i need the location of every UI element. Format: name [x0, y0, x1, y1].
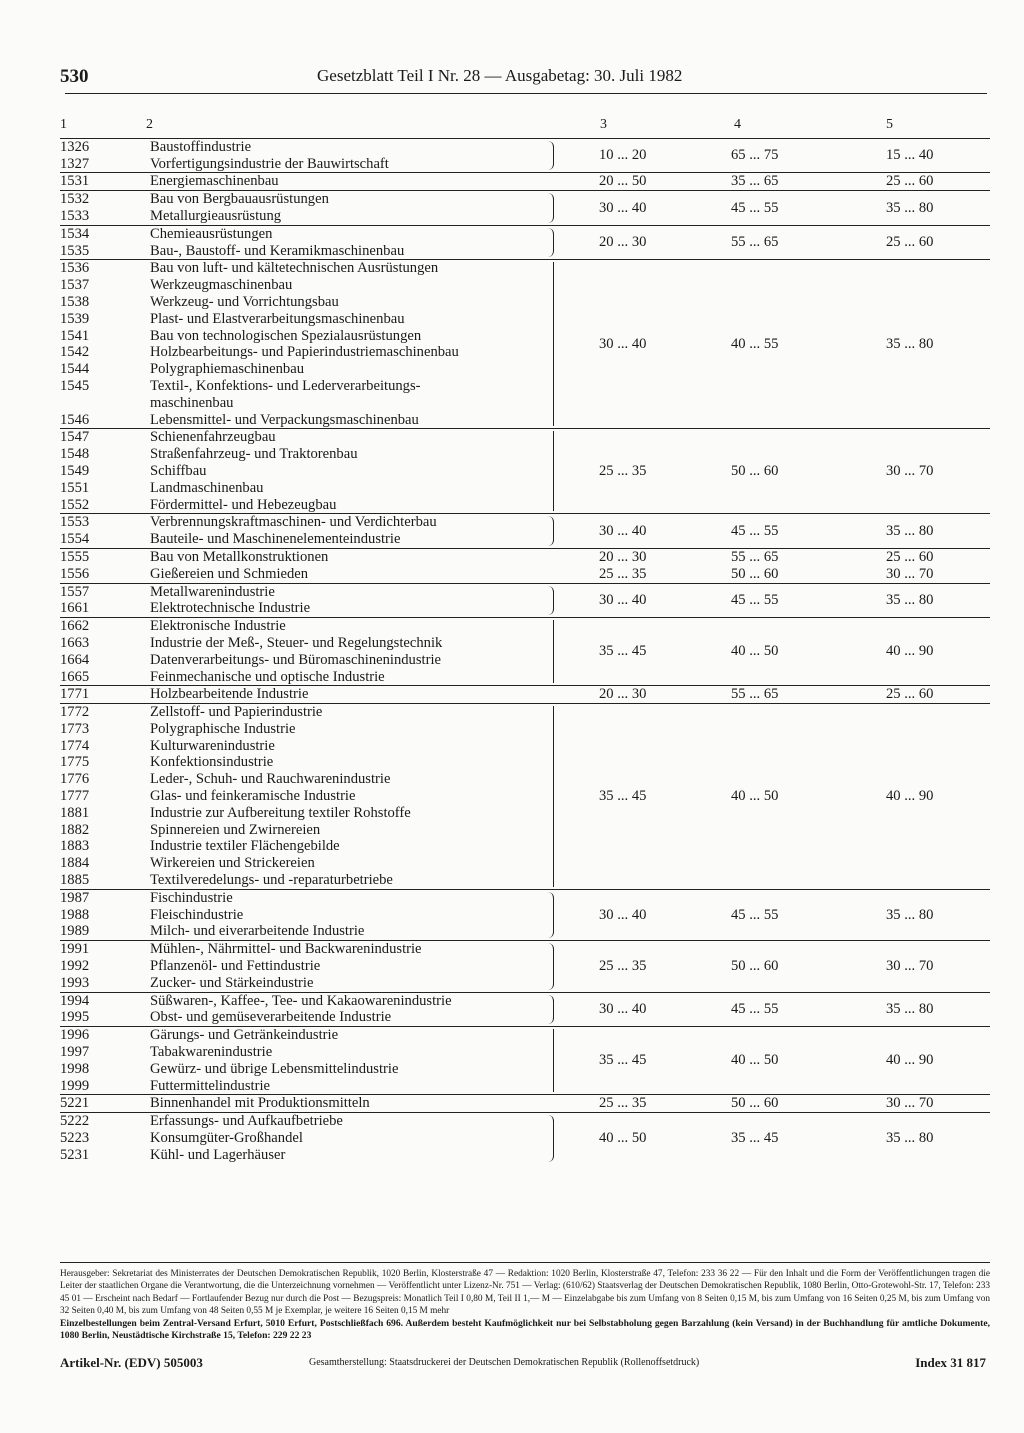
industry-code: 5223	[60, 1130, 90, 1147]
industry-name: Werkzeugmaschinenbau	[150, 277, 293, 294]
table-row	[60, 548, 990, 565]
industry-name: Fischindustrie	[150, 889, 233, 906]
industry-code: 1538	[60, 293, 90, 310]
industry-name: Konfektionsindustrie	[150, 754, 274, 771]
rate-value-v5: 15 ... 40	[833, 138, 990, 173]
rate-value-v5: 25 ... 60	[886, 548, 934, 565]
table-row	[60, 173, 990, 191]
industry-name: Süßwaren-, Kaffee-, Tee- und Kakaowarenindustrie	[150, 992, 452, 1009]
industry-name: Polygraphische Industrie	[150, 720, 296, 737]
table-group	[60, 514, 990, 549]
industry-code: 1326	[60, 138, 90, 155]
industry-name: Industrie textiler Flächengebilde	[150, 838, 340, 855]
rates-table	[60, 117, 990, 1164]
rate-value-v4: 40 ... 50	[693, 704, 833, 890]
industry-code: 1537	[60, 277, 90, 294]
column-header: 3	[560, 117, 693, 138]
table-row	[60, 260, 990, 429]
table-group	[60, 1113, 990, 1164]
rate-value-v5: 40 ... 90	[833, 618, 990, 686]
code-cell	[60, 566, 146, 583]
industry-name: Zucker- und Stärkeindustrie	[150, 974, 314, 991]
industry-code: 1327	[60, 155, 90, 172]
page-header	[60, 66, 980, 90]
industry-name: Gießereien und Schmieden	[150, 565, 309, 582]
table-group	[60, 704, 990, 890]
industry-name: Tabakwarenindustrie	[150, 1044, 273, 1061]
group-brace	[547, 193, 554, 223]
rate-value-v5: 25 ... 60	[833, 173, 990, 191]
page-title: Gesetzblatt Teil I Nr. 28 — Ausgabetag: 30. Juli 1982	[317, 66, 683, 85]
rate-value-v3: 25 ... 35	[560, 566, 693, 583]
rate-value-v3: 30 ... 40	[560, 889, 693, 940]
rate-value-v3: 30 ... 40	[560, 514, 693, 549]
table-group	[60, 191, 990, 226]
industry-name: Schiffbau	[150, 462, 207, 479]
industry-code: 1662	[60, 618, 90, 635]
industry-code: 1542	[60, 344, 90, 361]
industry-code: 1884	[60, 855, 90, 872]
rate-value-v4: 35 ... 45	[731, 1130, 779, 1147]
name-cell	[146, 566, 560, 583]
industry-code: 1555	[60, 548, 90, 565]
industry-code: 1534	[60, 225, 90, 242]
rate-value-v5: 35 ... 80	[833, 260, 990, 429]
industry-code: 1987	[60, 889, 90, 906]
industry-code: 1664	[60, 651, 90, 668]
code-cell	[60, 191, 146, 226]
rate-value-v3: 25 ... 35	[560, 941, 693, 992]
table-row	[60, 583, 990, 618]
industry-name: Metallwarenindustrie	[150, 583, 275, 600]
industry-name: Konsumgüter-Großhandel	[150, 1130, 303, 1147]
industry-name: Bau von technologischen Spezialausrüstungen	[150, 327, 422, 344]
name-cell	[146, 138, 560, 173]
rate-value-v4: 45 ... 55	[693, 889, 833, 940]
industry-name: Verbrennungskraftmaschinen- und Verdichterbau	[150, 514, 437, 531]
table-group	[60, 173, 990, 191]
table-group	[60, 548, 990, 565]
rate-value-v5: 35 ... 80	[833, 992, 990, 1027]
industry-name: Kühl- und Lagerhäuser	[150, 1146, 286, 1163]
rate-value-v4: 55 ... 65	[693, 686, 833, 704]
group-brace	[547, 995, 554, 1025]
industry-code: 1546	[60, 411, 90, 428]
group-brace	[547, 706, 554, 887]
name-cell	[146, 618, 560, 686]
industry-code: 1882	[60, 821, 90, 838]
code-cell	[60, 618, 146, 686]
rate-value-v5: 25 ... 60	[833, 686, 990, 704]
table-row	[60, 618, 990, 686]
rate-value-v5: 30 ... 70	[833, 1095, 990, 1113]
table-row	[60, 429, 990, 514]
industry-name: Elektrotechnische Industrie	[150, 600, 311, 617]
rate-value-v3: 25 ... 35	[560, 1095, 693, 1113]
industry-code: 1548	[60, 446, 90, 463]
industry-code: 1539	[60, 310, 90, 327]
table-row	[60, 1113, 990, 1164]
page-number: 530	[60, 66, 89, 87]
industry-code: 1995	[60, 1009, 90, 1026]
industry-code: 1989	[60, 923, 90, 940]
rate-value-v5: 30 ... 70	[833, 566, 990, 583]
code-cell	[60, 1095, 146, 1113]
rate-value-v4: 40 ... 50	[693, 618, 833, 686]
industry-code: 1556	[60, 565, 90, 582]
industry-name: Textil-, Konfektions- und Lederverarbeitungs-	[150, 377, 421, 394]
industry-code: 1553	[60, 514, 90, 531]
group-brace	[547, 620, 554, 683]
name-cell	[146, 429, 560, 514]
code-cell	[60, 889, 146, 940]
group-brace	[547, 1029, 554, 1092]
rate-value-v4: 55 ... 65	[693, 225, 833, 260]
header-rule	[65, 93, 987, 94]
industry-code: 1996	[60, 1027, 90, 1044]
rate-value-v5: 30 ... 70	[833, 429, 990, 514]
industry-name: Bauteile- und Maschinenelementeindustrie	[150, 531, 401, 548]
table-row	[60, 941, 990, 992]
table-group	[60, 618, 990, 686]
table-row	[60, 992, 990, 1027]
industry-name: Schienenfahrzeugbau	[150, 429, 276, 446]
industry-code: 5221	[60, 1095, 90, 1112]
industry-code: 1994	[60, 992, 90, 1009]
industry-name: Milch- und eiverarbeitende Industrie	[150, 923, 365, 940]
industry-code: 1544	[60, 361, 90, 378]
group-brace	[547, 516, 554, 546]
column-header: 2	[146, 117, 560, 138]
industry-code: 1536	[60, 260, 90, 277]
name-cell	[146, 992, 560, 1027]
code-cell	[60, 583, 146, 618]
industry-code: 1551	[60, 479, 90, 496]
name-cell	[146, 1113, 560, 1164]
industry-code: 1777	[60, 788, 90, 805]
industry-name: Zellstoff- und Papierindustrie	[150, 704, 323, 721]
industry-name: Industrie der Meß-, Steuer- und Regelungstechnik	[150, 634, 443, 651]
rate-value-v5: 35 ... 80	[886, 1130, 934, 1147]
industry-name: Glas- und feinkeramische Industrie	[150, 788, 356, 805]
industry-name: Datenverarbeitungs- und Büromaschinenindustrie	[150, 651, 441, 668]
industry-name: Futtermittelindustrie	[150, 1077, 270, 1094]
industry-code: 1532	[60, 191, 90, 208]
table-row	[60, 1027, 990, 1095]
code-cell	[60, 686, 146, 704]
industry-name: Elektronische Industrie	[150, 618, 286, 635]
name-cell	[146, 583, 560, 618]
industry-name: Holzbearbeitende Industrie	[150, 686, 309, 703]
table-row	[60, 566, 990, 583]
industry-code: 1988	[60, 906, 90, 923]
rate-value-v5: 40 ... 90	[833, 704, 990, 890]
rate-value-v5: 30 ... 70	[833, 941, 990, 992]
name-cell	[146, 191, 560, 226]
table-row	[60, 138, 990, 173]
column-header: 1	[60, 117, 146, 138]
industry-name: Leder-, Schuh- und Rauchwarenindustrie	[150, 771, 391, 788]
article-number: Artikel-Nr. (EDV) 505003	[60, 1355, 203, 1370]
industry-name: Landmaschinenbau	[150, 479, 264, 496]
code-cell	[60, 548, 146, 565]
industry-name: Metallurgieausrüstung	[150, 207, 282, 224]
industry-name: Polygraphiemaschinenbau	[150, 361, 305, 378]
rate-value-v3: 35 ... 45	[560, 1027, 693, 1095]
code-cell	[60, 704, 146, 890]
printer-note: Gesamtherstellung: Staatsdruckerei der Deutschen Demokratischen Republik (Rollenoffsetdruck)	[309, 1357, 700, 1368]
table-row	[60, 686, 990, 704]
industry-name: Binnenhandel mit Produktionsmitteln	[150, 1095, 370, 1112]
rate-value-v4: 50 ... 60	[693, 941, 833, 992]
industry-name: Spinnereien und Zwirnereien	[150, 821, 321, 838]
bottom-row	[60, 1355, 990, 1371]
table-group	[60, 686, 990, 704]
industry-code: 1992	[60, 958, 90, 975]
table-row	[60, 514, 990, 549]
rate-value-v3: 20 ... 30	[599, 548, 647, 565]
imprint	[60, 1268, 990, 1342]
industry-code: 1541	[60, 327, 90, 344]
industry-name: Baustoffindustrie	[150, 138, 252, 155]
rate-value-v5: 35 ... 80	[833, 889, 990, 940]
rate-value-v3: 20 ... 30	[560, 686, 693, 704]
rate-value-v3: 40 ... 50	[599, 1130, 647, 1147]
industry-name: Bau-, Baustoff- und Keramikmaschinenbau	[150, 242, 405, 259]
table-row	[60, 225, 990, 260]
rate-value-v5: 35 ... 80	[833, 191, 990, 226]
rate-value-v3: 30 ... 40	[560, 191, 693, 226]
industry-name: Industrie zur Aufbereitung textiler Rohstoffe	[150, 804, 411, 821]
code-cell	[60, 138, 146, 173]
name-cell	[146, 514, 560, 549]
industry-name: Mühlen-, Nährmittel- und Backwarenindustrie	[150, 941, 422, 958]
industry-name: Obst- und gemüseverarbeitende Industrie	[150, 1009, 392, 1026]
rate-value-v3: 20 ... 50	[560, 173, 693, 191]
industry-name: Bau von Bergbauausrüstungen	[150, 191, 329, 208]
table-group	[60, 941, 990, 992]
industry-code: 5231	[60, 1146, 90, 1163]
rate-value-v4: 40 ... 55	[693, 260, 833, 429]
rate-value-v5: 40 ... 90	[833, 1027, 990, 1095]
rate-value-v4: 45 ... 55	[693, 992, 833, 1027]
code-cell	[60, 260, 146, 429]
rate-value-v5: 35 ... 80	[833, 514, 990, 549]
group-brace	[547, 228, 554, 258]
industry-code: 1535	[60, 242, 90, 259]
rate-value-v4: 50 ... 60	[693, 429, 833, 514]
group-brace	[547, 943, 554, 989]
rate-value-v4: 45 ... 55	[693, 191, 833, 226]
industry-code: 5222	[60, 1113, 90, 1130]
table-group	[60, 583, 990, 618]
industry-name: Bau von Metallkonstruktionen	[150, 548, 329, 565]
industry-name: Energiemaschinenbau	[150, 173, 279, 190]
group-brace	[547, 262, 554, 426]
name-cell	[146, 173, 560, 191]
industry-code: 1991	[60, 941, 90, 958]
industry-code: 1533	[60, 207, 90, 224]
rate-value-v3: 10 ... 20	[560, 138, 693, 173]
rate-value-v3: 25 ... 35	[560, 429, 693, 514]
rate-value-v4: 35 ... 65	[693, 173, 833, 191]
industry-code: 1531	[60, 173, 90, 190]
industry-code: 1774	[60, 737, 90, 754]
industry-name: Textilveredelungs- und -reparaturbetriebe	[150, 872, 393, 889]
industry-name: Erfassungs- und Aufkaufbetriebe	[150, 1113, 343, 1130]
industry-code: 1993	[60, 974, 90, 991]
industry-code: 1883	[60, 838, 90, 855]
industry-name: Feinmechanische und optische Industrie	[150, 668, 385, 685]
industry-code: 1665	[60, 668, 90, 685]
rate-value-v3: 20 ... 30	[560, 225, 693, 260]
name-cell	[146, 686, 560, 704]
table-row	[60, 191, 990, 226]
industry-code: 1552	[60, 496, 90, 513]
rate-value-v4: 55 ... 65	[731, 548, 779, 565]
industry-code: 1881	[60, 804, 90, 821]
group-brace	[547, 431, 554, 511]
table-group	[60, 138, 990, 173]
rate-value-v3: 30 ... 40	[560, 583, 693, 618]
name-cell	[146, 1027, 560, 1095]
code-cell	[60, 1113, 146, 1164]
name-cell	[146, 941, 560, 992]
group-brace	[547, 141, 554, 171]
industry-name: Werkzeug- und Vorrichtungsbau	[150, 293, 339, 310]
industry-code: 1885	[60, 872, 90, 889]
rate-value-v4: 50 ... 60	[693, 566, 833, 583]
group-brace	[547, 586, 554, 616]
industry-name: Straßenfahrzeug- und Traktorenbau	[150, 446, 358, 463]
industry-code: 1557	[60, 583, 90, 600]
rate-value-v5: 25 ... 60	[833, 225, 990, 260]
industry-code: 1661	[60, 600, 90, 617]
industry-code: 1772	[60, 704, 90, 721]
name-cell	[146, 704, 560, 890]
code-cell	[60, 1027, 146, 1095]
industry-name: Lebensmittel- und Verpackungsmaschinenbau	[150, 411, 419, 428]
industry-name: Fleischindustrie	[150, 906, 244, 923]
industry-code: 1771	[60, 686, 90, 703]
name-cell	[146, 1095, 560, 1113]
rate-value-v4: 45 ... 55	[693, 583, 833, 618]
table-header-row	[60, 117, 990, 138]
name-cell	[146, 889, 560, 940]
table-group	[60, 566, 990, 583]
rate-value-v3: 30 ... 40	[560, 260, 693, 429]
imprint-text: Herausgeber: Sekretariat des Ministerrates der Deutschen Demokratischen Republik, 1020 Berlin, Klosterstraße 47 — Redaktion: 1020 Berlin, Klosterstraße 47, Telefon: 233 36 22 — Für den Inhalt und die Form der Veröffentlichungen tragen die Leiter der staatlichen Organe die Verantwortung, die die Unterzeichnung vornehmen — Veröffentlicht unter Lizenz-Nr. 751 — Verlag: (610/62) Staatsverlag der Deutschen Demokratischen Republik, 1080 Berlin, Otto-Grotewohl-Str. 17, Telefon: 233 45 01 — Erscheint nach Bedarf — Fortlaufender Bezug nur durch die Post — Bezugspreis: Monatlich Teil I 0,80 M, Teil II 1,— M — Einzelabgabe bis zum Umfang von 8 Seiten 0,15 M, bis zum Umfang von 16 Seiten 0,25 M, bis zum Umfang von 32 Seiten 0,40 M, bis zum Umfang von 48 Seiten 0,55 M je Exemplar, je weitere 16 Seiten 0,15 M mehr	[60, 1269, 990, 1317]
code-cell	[60, 941, 146, 992]
group-brace	[547, 892, 554, 938]
industry-code: 1997	[60, 1044, 90, 1061]
industry-name: Gewürz- und übrige Lebensmittelindustrie	[150, 1060, 399, 1077]
industry-name: Vorfertigungsindustrie der Bauwirtschaft	[150, 155, 389, 172]
table-group	[60, 429, 990, 514]
code-cell	[60, 225, 146, 260]
rate-value-v4: 65 ... 75	[693, 138, 833, 173]
industry-name: Pflanzenöl- und Fettindustrie	[150, 958, 321, 975]
rate-value-v3: 35 ... 45	[560, 618, 693, 686]
code-cell	[60, 514, 146, 549]
name-cell	[146, 260, 560, 429]
industry-name: Wirkereien und Strickereien	[150, 855, 315, 872]
table-row	[60, 704, 990, 890]
table-group	[60, 889, 990, 940]
industry-code: 1775	[60, 754, 90, 771]
name-cell	[146, 225, 560, 260]
column-header: 5	[833, 117, 990, 138]
rate-value-v3: 35 ... 45	[560, 704, 693, 890]
industry-code: 1776	[60, 771, 90, 788]
industry-code: 1554	[60, 531, 90, 548]
rate-value-v4: 40 ... 50	[693, 1027, 833, 1095]
name-cell	[146, 548, 560, 565]
industry-name: maschinenbau	[150, 394, 234, 411]
footer-rule	[60, 1262, 990, 1263]
code-cell	[60, 992, 146, 1027]
industry-code: 1773	[60, 720, 90, 737]
rate-value-v3: 30 ... 40	[560, 992, 693, 1027]
table-group	[60, 225, 990, 260]
imprint-order-text: Einzelbestellungen beim Zentral-Versand Erfurt, 5010 Erfurt, Postschließfach 696. Außerdem besteht Kaufmöglichkeit nur bei Selbstabholung gegen Barzahlung (kein Versand) in der Buchhandlung für amtliche Dokumente, 1080 Berlin, Neustädtische Kirchstraße 15, Telefon: 229 22 23	[60, 1317, 990, 1342]
code-cell	[60, 429, 146, 514]
industry-code: 1999	[60, 1077, 90, 1094]
rate-value-v4: 45 ... 55	[693, 514, 833, 549]
index-number: Index 31 817	[915, 1355, 986, 1370]
industry-code: 1549	[60, 462, 90, 479]
table-group	[60, 1095, 990, 1113]
rate-value-v5: 35 ... 80	[833, 583, 990, 618]
table-row	[60, 889, 990, 940]
group-brace	[547, 1115, 554, 1161]
code-cell	[60, 173, 146, 191]
industry-code: 1663	[60, 634, 90, 651]
industry-name: Plast- und Elastverarbeitungsmaschinenbau	[150, 310, 405, 327]
industry-name: Chemieausrüstungen	[150, 225, 273, 242]
column-header: 4	[693, 117, 833, 138]
table-group	[60, 992, 990, 1027]
industry-name: Bau von luft- und kältetechnischen Ausrüstungen	[150, 260, 439, 277]
table-row	[60, 1095, 990, 1113]
industry-code: 1545	[60, 377, 90, 394]
table-group	[60, 1027, 990, 1095]
industry-code: 1547	[60, 429, 90, 446]
table-group	[60, 260, 990, 429]
industry-code: 1998	[60, 1060, 90, 1077]
industry-name: Kulturwarenindustrie	[150, 737, 275, 754]
industry-name: Fördermittel- und Hebezeugbau	[150, 496, 337, 513]
industry-code	[60, 395, 146, 412]
industry-name: Gärungs- und Getränkeindustrie	[150, 1027, 339, 1044]
industry-name: Holzbearbeitungs- und Papierindustriemaschinenbau	[150, 344, 459, 361]
rate-value-v4: 50 ... 60	[693, 1095, 833, 1113]
